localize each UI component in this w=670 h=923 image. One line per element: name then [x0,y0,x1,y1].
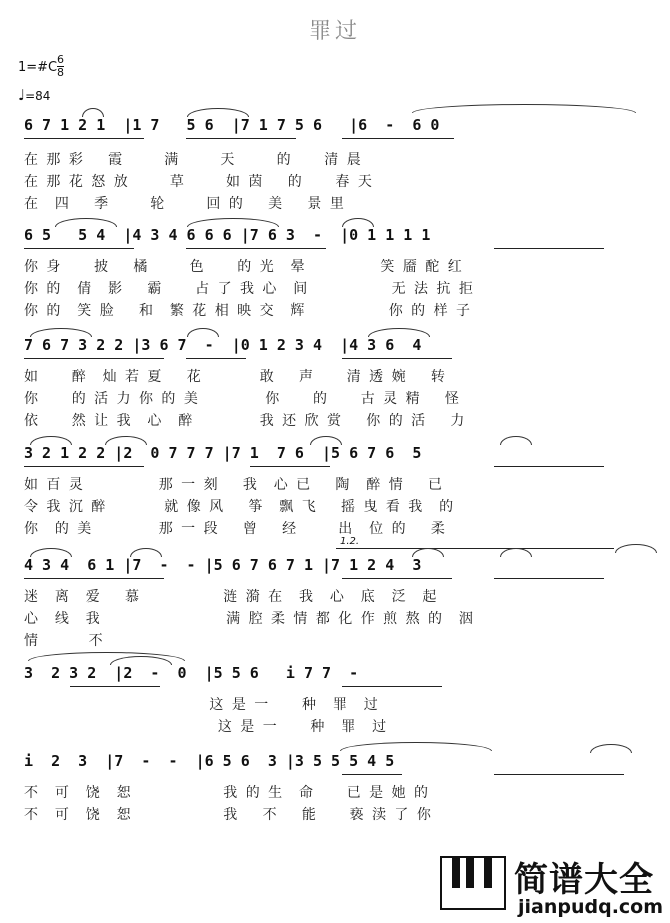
underline-beam [494,578,604,579]
slur [340,742,492,751]
underline-beam [494,248,604,249]
slur [187,328,219,337]
logo-url-text: jianpudq.com [518,896,664,918]
underline-beam [24,578,164,579]
key-signature: 1=#C [18,60,58,75]
notes-line: 3 2 1 2 2 |2 0 7 7 7 |7 1 7 6 |5 6 7 6 5 [24,444,422,462]
logo-brand-text: 简谱大全 [514,860,654,900]
time-signature [57,54,64,79]
slur [187,218,279,227]
lyric-line-3: 在 四 季 轮 回 的 美 景 里 [24,196,344,212]
slur [30,436,72,445]
slur [412,548,444,557]
underline-beam [342,774,402,775]
volta-bracket-label: 1.2. [340,536,360,547]
lyric-line-1: 不 可 饶 恕 我 的 生 命 已 是 她 的 [24,785,429,801]
time-signature-bottom: 8 [57,66,64,79]
slur [500,548,532,557]
lyric-line-2: 你 的 活 力 你 的 美 你 的 古 灵 精 怪 [24,391,459,407]
quarter-note-icon: ♩ [18,86,26,104]
lyric-line-3: 情 不 [24,633,103,649]
lyric-line-1: 迷 离 爱 慕 涟 漪 在 我 心 底 泛 起 [24,589,437,605]
slur [187,108,249,117]
slur [82,108,104,117]
lyric-line-1: 你 身 披 橘 色 的 光 晕 笑 靥 酡 红 [24,259,462,275]
notes-line: i 2 3 |7 - - |6 5 6 3 |3 5 5 5 4 5 [24,752,395,770]
tempo-mark [18,86,50,104]
lyric-line-2: 心 线 我 满 腔 柔 情 都 化 作 煎 熬 的 洇 [24,611,473,627]
lyric-line-1: 如 醉 灿 若 夏 花 敢 声 清 透 婉 转 [24,369,445,385]
lyric-line-3: 你 的 笑 脸 和 繁 花 相 映 交 辉 你 的 样 子 [24,303,471,319]
lyric-line-1: 如 百 灵 那 一 刻 我 心 已 陶 醉 情 已 [24,477,443,493]
slur [590,744,632,753]
slur [105,436,147,445]
underline-beam [342,358,452,359]
underline-beam [494,774,624,775]
slur [55,218,117,227]
lyric-line-3: 依 然 让 我 心 醉 我 还 欣 赏 你 的 活 力 [24,413,465,429]
slur [615,544,657,553]
slur [412,104,636,113]
lyric-line-1: 在 那 彩 霞 满 天 的 清 晨 [24,152,361,168]
underline-beam [24,358,164,359]
notes-line: 6 7 1 2 1 |1 7 5 6 |7 1 7 5 6 |6 - 6 0 [24,116,440,134]
underline-beam [186,358,246,359]
underline-beam [24,248,134,249]
underline-beam [24,138,144,139]
underline-beam [342,138,454,139]
time-signature-top: 6 [57,53,64,66]
underline-beam [342,578,452,579]
underline-beam [342,686,442,687]
slur [368,328,430,337]
lyric-line-1: 这 是 一 种 罪 过 [24,697,378,713]
notes-line: 7 6 7 3 2 2 |3 6 7 - |0 1 2 3 4 |4 3 6 4 [24,336,422,354]
tempo-value: =84 [25,89,51,103]
lyric-line-2: 不 可 饶 恕 我 不 能 亵 渎 了 你 [24,807,431,823]
underline-beam [494,466,604,467]
underline-beam [250,466,330,467]
piano-keys-icon [440,856,506,910]
notes-line: 4 3 4 6 1 |7 - - |5 6 7 6 7 1 |7 1 2 4 3 [24,556,422,574]
underline-beam [24,466,144,467]
song-title: 罪过 [308,19,361,44]
notes-line: 6 5 5 4 |4 3 4 6 6 6 |7 6 3 - |0 1 1 1 1 [24,226,431,244]
lyric-line-3: 你 的 美 那 一 段 曾 经 出 位 的 柔 [24,521,445,537]
slur [342,218,374,227]
slur [30,548,72,557]
underline-beam [186,138,296,139]
slur [30,328,92,337]
lyric-line-2: 这 是 一 种 罪 过 [24,719,387,735]
lyric-line-2: 在 那 花 怒 放 草 如 茵 的 春 天 [24,174,372,190]
site-logo [440,852,670,922]
slur [130,548,162,557]
lyric-line-2: 你 的 倩 影 霸 占 了 我 心 间 无 法 抗 拒 [24,281,473,297]
lyric-line-2: 令 我 沉 醉 就 像 风 筝 飘 飞 摇 曳 看 我 的 [24,499,454,515]
notes-line: 3 2 3 2 |2 - 0 |5 5 6 i 7 7 - [24,664,359,682]
slur [310,436,342,445]
underline-beam [70,686,160,687]
slur [500,436,532,445]
underline-beam [186,248,326,249]
volta-bracket [336,548,614,549]
